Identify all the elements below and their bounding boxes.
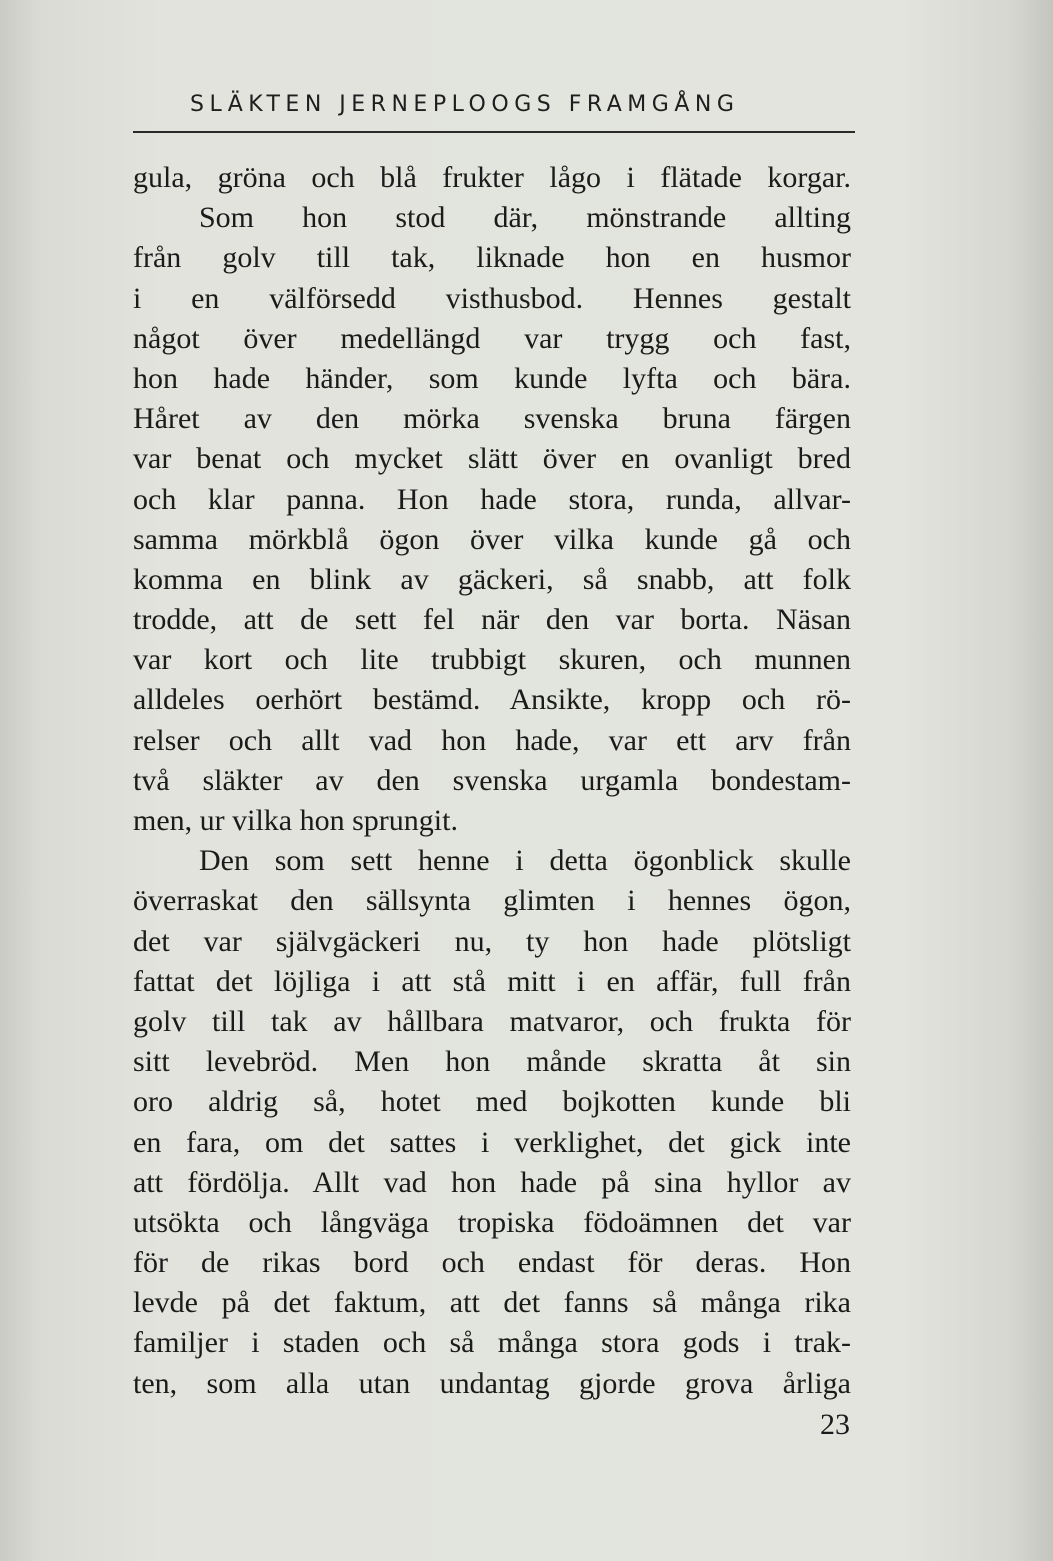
- text-line: det var självgäckeri nu, ty hon hade plötsligt: [133, 924, 851, 958]
- text-line: levde på det faktum, att det fanns så många rika: [133, 1286, 851, 1320]
- text-line: var benat och mycket slätt över en ovanligt bred: [133, 442, 851, 476]
- page-number: 23: [820, 1408, 850, 1441]
- text-line: i en välförsedd visthusbod. Hennes gestalt: [133, 281, 851, 315]
- text-line: att fördölja. Allt vad hon hade på sina hyllor av: [133, 1165, 851, 1199]
- text-line: hon hade händer, som kunde lyfta och bära.: [133, 361, 851, 395]
- text-line: något över medellängd var trygg och fast,: [133, 321, 851, 355]
- text-line: Som hon stod där, mönstrande allting: [199, 201, 851, 235]
- text-line: från golv till tak, liknade hon en husmor: [133, 241, 851, 275]
- text-line: var kort och lite trubbigt skuren, och munnen: [133, 643, 851, 677]
- text-line: överraskat den sällsynta glimten i hennes ögon,: [133, 884, 851, 918]
- text-line: Håret av den mörka svenska bruna färgen: [133, 402, 851, 436]
- text-line: golv till tak av hållbara matvaror, och frukta för: [133, 1004, 851, 1038]
- text-line: Den som sett henne i detta ögonblick skulle: [199, 844, 851, 878]
- text-line: en fara, om det sattes i verklighet, det gick inte: [133, 1125, 851, 1159]
- text-line: familjer i staden och så många stora gods i trak-: [133, 1326, 851, 1360]
- text-line: för de rikas bord och endast för deras. Hon: [133, 1246, 851, 1280]
- text-line: gula, gröna och blå frukter lågo i flätade korgar.: [133, 161, 851, 194]
- header-rule: [133, 131, 855, 133]
- running-header: SLÄKTEN JERNEPLOOGS FRAMGÅNG: [190, 92, 740, 117]
- text-line: och klar panna. Hon hade stora, runda, allvar-: [133, 482, 851, 516]
- text-line: fattat det löjliga i att stå mitt i en affär, full från: [133, 964, 851, 998]
- text-line: sitt levebröd. Men hon månde skratta åt sin: [133, 1045, 851, 1079]
- text-line: alldeles oerhört bestämd. Ansikte, kropp och rö-: [133, 683, 851, 717]
- text-line: men, ur vilka hon sprungit.: [133, 804, 458, 837]
- text-line: samma mörkblå ögon över vilka kunde gå och: [133, 522, 851, 556]
- text-line: oro aldrig så, hotet med bojkotten kunde bli: [133, 1085, 851, 1119]
- text-line: utsökta och långväga tropiska födoämnen det var: [133, 1205, 851, 1239]
- body-text: [133, 158, 851, 1404]
- text-line: relser och allt vad hon hade, var ett arv från: [133, 723, 851, 757]
- text-line: två släkter av den svenska urgamla bondestam-: [133, 763, 851, 797]
- text-line: trodde, att de sett fel när den var borta. Näsan: [133, 603, 851, 637]
- text-line: komma en blink av gäckeri, så snabb, att folk: [133, 562, 851, 596]
- text-line: ten, som alla utan undantag gjorde grova årliga: [133, 1366, 851, 1400]
